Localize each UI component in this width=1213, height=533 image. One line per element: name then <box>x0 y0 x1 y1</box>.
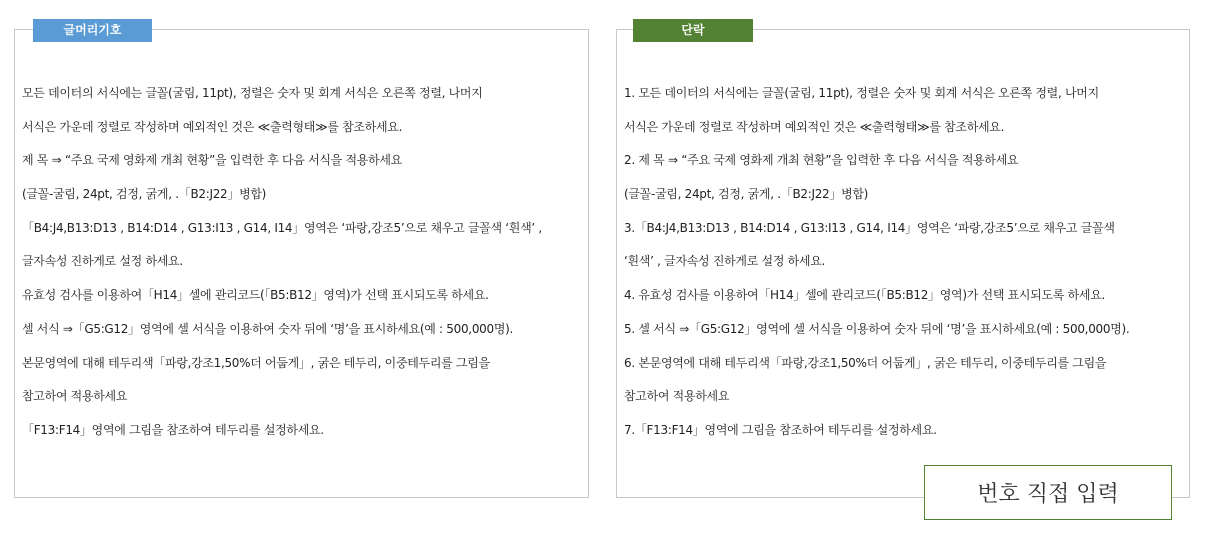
bullets-text-line: 셀 서식 ⇒「G5:G12」영역에 셀 서식을 이용하여 숫자 뒤에 ‘명’을 표시하세요(예 : 500,000명). <box>22 321 514 336</box>
bullets-text-line: 글자속성 진하게로 설정 하세요. <box>22 254 183 269</box>
paragraph-text-line: 3.「B4:J4,B13:D13 , B14:D14 , G13:I13 , G14, I14」영역은 ‘파랑,강조5’으로 채우고 글꼴색 <box>624 220 1115 235</box>
bullets-text-line: (글꼴-굴림, 24pt, 검정, 굵게, .「B2:J22」병합) <box>22 187 267 202</box>
direct-number-input-label: 번호 직접 입력 <box>977 482 1119 507</box>
paragraph-text-line: (글꼴-굴림, 24pt, 검정, 굵게, .「B2:J22」병합) <box>624 187 869 202</box>
tab-paragraph-label: 단락 <box>681 23 705 37</box>
paragraph-line-list <box>624 77 1185 448</box>
bullets-text-line: 「F13:F14」영역에 그림을 참조하여 테두리를 설정하세요. <box>22 422 324 437</box>
tab-bullets[interactable] <box>33 19 152 42</box>
bullets-text-line: 제 목 ⇒ “주요 국제 영화제 개최 현황”을 입력한 후 다음 서식을 적용하세요 <box>22 153 402 168</box>
paragraph-text-line: 참고하여 적용하세요 <box>624 389 730 404</box>
bullets-text-line: 서식은 가운데 정렬로 작성하며 예외적인 것은 ≪출력형태≫를 참조하세요. <box>22 119 403 134</box>
paragraph-text-line: 1. 모든 데이터의 서식에는 글꼴(굴림, 11pt), 정렬은 숫자 및 회계 서식은 오른쪽 정렬, 나머지 <box>624 86 1099 100</box>
paragraph-text-line: 4. 유효성 검사를 이용하여「H14」셀에 관리코드(「B5:B12」영역)가 선택 표시되도록 하세요. <box>624 288 1106 303</box>
bullets-line-list <box>22 77 584 448</box>
paragraph-text-line: ‘흰색’ , 글자속성 진하게로 설정 하세요. <box>624 254 826 269</box>
paragraph-panel <box>616 29 1190 498</box>
bullets-panel <box>14 29 589 498</box>
direct-number-input-button[interactable] <box>924 465 1172 520</box>
bullets-text-line: 모든 데이터의 서식에는 글꼴(굴림, 11pt), 정렬은 숫자 및 회계 서식은 오른쪽 정렬, 나머지 <box>22 86 483 100</box>
bullets-text-line: 참고하여 적용하세요 <box>22 389 128 404</box>
tab-paragraph[interactable] <box>633 19 753 42</box>
paragraph-text-line: 6. 본문영역에 대해 테두리색「파랑,강조1,50%더 어둡게」, 굵은 테두리, 이중테두리를 그림을 <box>624 355 1107 370</box>
bullets-text-line: 유효성 검사를 이용하여「H14」셀에 관리코드(「B5:B12」영역)가 선택 표시되도록 하세요. <box>22 288 489 303</box>
paragraph-text-line: 5. 셀 서식 ⇒「G5:G12」영역에 셀 서식을 이용하여 숫자 뒤에 ‘명’을 표시하세요(예 : 500,000명). <box>624 321 1130 336</box>
bullets-text-line: 본문영역에 대해 테두리색「파랑,강조1,50%더 어둡게」, 굵은 테두리, 이중테두리를 그림을 <box>22 355 490 370</box>
paragraph-text-line: 7.「F13:F14」영역에 그림을 참조하여 테두리를 설정하세요. <box>624 422 937 437</box>
tab-bullets-label: 글머리기호 <box>63 23 122 37</box>
bullets-text-line: 「B4:J4,B13:D13 , B14:D14 , G13:I13 , G14, I14」영역은 ‘파랑,강조5’으로 채우고 글꼴색 ‘흰색’ , <box>22 220 542 235</box>
paragraph-text-line: 2. 제 목 ⇒ “주요 국제 영화제 개최 현황”을 입력한 후 다음 서식을 적용하세요 <box>624 153 1019 168</box>
paragraph-text-line: 서식은 가운데 정렬로 작성하며 예외적인 것은 ≪출력형태≫를 참조하세요. <box>624 119 1005 134</box>
